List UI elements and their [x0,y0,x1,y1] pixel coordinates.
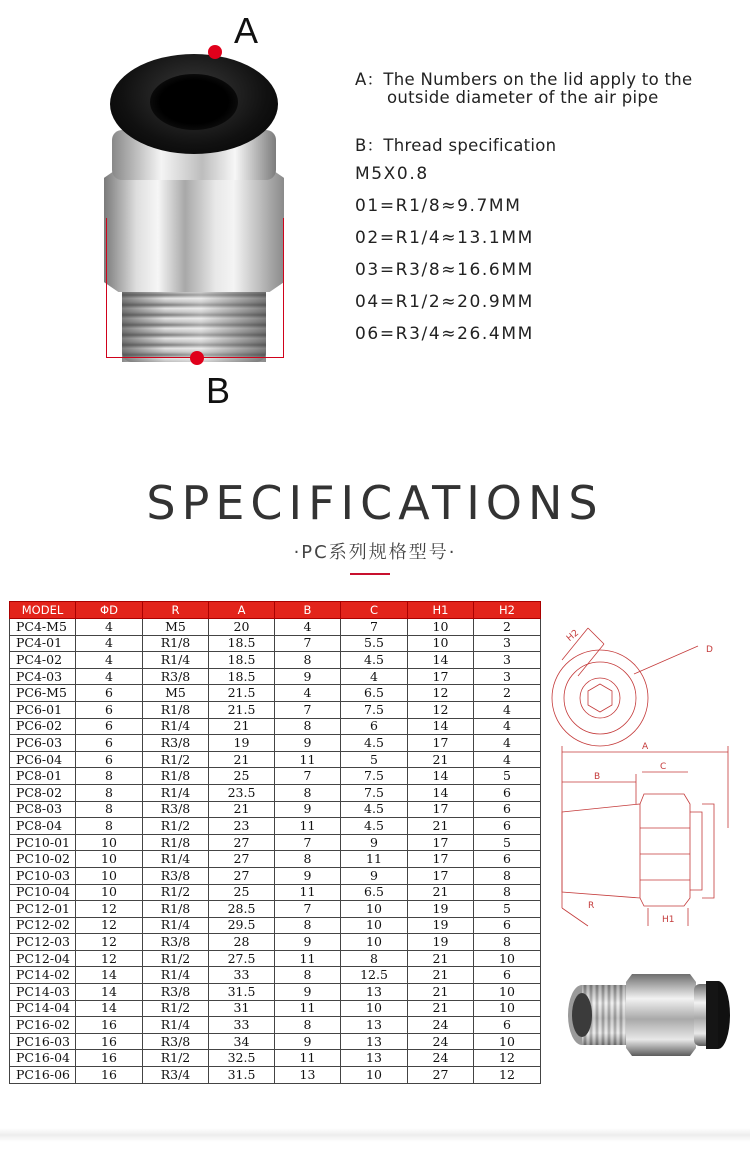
table-row [10,917,541,934]
table-cell: 3 [474,668,541,685]
table-cell: 17 [408,851,474,868]
table-cell: R1/2 [143,950,209,967]
table-cell: 9 [275,984,341,1001]
table-cell: 10 [474,1000,541,1017]
table-cell: 4 [76,635,143,652]
table-cell: 21 [408,1000,474,1017]
table-cell: 11 [275,818,341,835]
model-cell: PC8-01 [10,768,76,785]
table-cell: 27 [209,867,275,884]
desc-line-m5: M5X0.8 [355,164,429,184]
model-cell: PC10-03 [10,867,76,884]
black-lid [110,54,278,154]
model-cell: PC12-02 [10,917,76,934]
table-cell: 11 [275,1050,341,1067]
table-cell: 5.5 [341,635,408,652]
table-cell: 10 [341,1000,408,1017]
table-cell: 20 [209,619,275,636]
table-row [10,950,541,967]
table-row [10,984,541,1001]
table-cell: 18.5 [209,635,275,652]
table-cell: 7 [275,901,341,918]
table-cell: 7.5 [341,768,408,785]
table-cell: M5 [143,619,209,636]
page-title: SPECIFICATIONS [146,476,604,530]
table-cell: 14 [408,652,474,669]
table-row [10,701,541,718]
table-cell: R1/8 [143,901,209,918]
table-cell: 6 [76,751,143,768]
table-cell: R3/8 [143,934,209,951]
table-cell: 4.5 [341,735,408,752]
model-cell: PC10-01 [10,834,76,851]
table-cell: 4 [474,751,541,768]
table-cell: 27 [209,851,275,868]
model-cell: PC14-03 [10,984,76,1001]
table-row [10,784,541,801]
table-row [10,635,541,652]
desc-line-02: 02=R1/4≈13.1MM [355,228,534,248]
table-cell: 14 [76,984,143,1001]
label-d: D [706,645,713,655]
table-cell: 18.5 [209,652,275,669]
label-a: A [642,742,649,752]
table-cell: R1/2 [143,884,209,901]
table-cell: 10 [341,1067,408,1084]
model-cell: PC8-02 [10,784,76,801]
table-cell: 6 [76,701,143,718]
dimension-line-left [106,218,107,358]
table-cell: 21.5 [209,685,275,702]
table-cell: 12 [408,701,474,718]
hex-body [104,168,284,292]
table-cell: 33 [209,967,275,984]
table-cell: 8 [275,917,341,934]
label-b: B [594,772,601,782]
table-cell: 7.5 [341,784,408,801]
model-cell: PC12-03 [10,934,76,951]
table-cell: 9 [341,834,408,851]
model-cell: PC16-02 [10,1017,76,1034]
table-cell: 8 [275,718,341,735]
table-cell: 4.5 [341,801,408,818]
model-cell: PC8-03 [10,801,76,818]
table-row [10,867,541,884]
label-c: C [660,762,667,772]
table-cell: 8 [275,784,341,801]
table-cell: 5 [474,834,541,851]
table-row [10,834,541,851]
table-header-cell: R [143,602,209,619]
table-cell: 28 [209,934,275,951]
table-row [10,1067,541,1084]
table-header-cell: A [209,602,275,619]
table-cell: 16 [76,1050,143,1067]
fitting-illustration [100,40,290,360]
table-cell: R1/2 [143,1050,209,1067]
table-cell: 7 [275,768,341,785]
model-cell: PC6-M5 [10,685,76,702]
table-row [10,735,541,752]
table-cell: 7.5 [341,701,408,718]
table-cell: 3 [474,652,541,669]
table-cell: R1/2 [143,751,209,768]
table-cell: 6 [76,735,143,752]
table-row [10,884,541,901]
table-row [10,652,541,669]
table-cell: 10 [341,901,408,918]
table-cell: 10 [76,867,143,884]
table-cell: 6 [474,1017,541,1034]
table-cell: 32.5 [209,1050,275,1067]
table-cell: 16 [76,1033,143,1050]
desc-line-01: 01=R1/8≈9.7MM [355,196,522,216]
table-cell: 6 [474,784,541,801]
table-cell: 23.5 [209,784,275,801]
table-row [10,801,541,818]
side-view-drawing [562,746,728,926]
bottom-divider-shadow [0,1128,750,1142]
table-cell: 6.5 [341,884,408,901]
table-cell: 14 [408,784,474,801]
model-cell: PC12-01 [10,901,76,918]
model-cell: PC4-03 [10,668,76,685]
product-photo [560,960,740,1070]
table-cell: 6.5 [341,685,408,702]
table-cell: 12 [408,685,474,702]
table-cell: R3/8 [143,1033,209,1050]
table-cell: 8 [474,867,541,884]
table-cell: 21 [209,801,275,818]
table-cell: 10 [408,619,474,636]
marker-dot-b [190,351,204,365]
table-cell: 6 [474,917,541,934]
table-cell: 2 [474,685,541,702]
table-header-cell: MODEL [10,602,76,619]
table-cell: 21 [408,751,474,768]
model-cell: PC6-02 [10,718,76,735]
table-cell: 21.5 [209,701,275,718]
table-cell: 6 [76,685,143,702]
table-row [10,901,541,918]
table-cell: 17 [408,735,474,752]
model-cell: PC6-04 [10,751,76,768]
label-h2: H2 [565,628,582,644]
label-r: R [588,901,595,911]
model-cell: PC14-04 [10,1000,76,1017]
table-cell: 21 [209,718,275,735]
photo-fitting [568,974,730,1056]
table-cell: 13 [341,984,408,1001]
model-cell: PC4-01 [10,635,76,652]
table-cell: 7 [341,619,408,636]
table-cell: 27 [408,1067,474,1084]
table-cell: 4.5 [341,652,408,669]
model-cell: PC8-04 [10,818,76,835]
table-cell: 8 [76,818,143,835]
table-cell: 8 [76,784,143,801]
table-cell: 13 [275,1067,341,1084]
desc-line-a2: outside diameter of the air pipe [387,88,659,107]
table-cell: 8 [275,1017,341,1034]
dimension-line-right [283,218,284,358]
table-cell: 9 [341,867,408,884]
table-cell: 34 [209,1033,275,1050]
table-cell: R1/4 [143,718,209,735]
table-row [10,851,541,868]
desc-line-06: 06=R3/4≈26.4MM [355,324,534,344]
table-cell: M5 [143,685,209,702]
table-cell: 12 [474,1067,541,1084]
table-row [10,1050,541,1067]
table-cell: 24 [408,1050,474,1067]
table-cell: 4 [275,619,341,636]
table-cell: 4 [474,735,541,752]
table-cell: 14 [76,967,143,984]
table-cell: 18.5 [209,668,275,685]
table-cell: 10 [341,934,408,951]
table-cell: 11 [275,751,341,768]
table-row [10,1000,541,1017]
table-cell: 7 [275,701,341,718]
table-cell: 17 [408,668,474,685]
table-cell: 4.5 [341,818,408,835]
table-cell: 9 [275,867,341,884]
table-cell: 6 [474,818,541,835]
table-row [10,1033,541,1050]
table-cell: R1/2 [143,818,209,835]
table-cell: 4 [76,668,143,685]
table-cell: 13 [341,1017,408,1034]
model-cell: PC4-02 [10,652,76,669]
table-cell: 10 [474,950,541,967]
table-cell: 4 [474,701,541,718]
model-cell: PC6-01 [10,701,76,718]
table-cell: 23 [209,818,275,835]
table-cell: 10 [474,984,541,1001]
table-cell: 12 [474,1050,541,1067]
desc-line-b: B：Thread specification [355,136,557,155]
table-cell: 2 [474,619,541,636]
table-cell: 6 [341,718,408,735]
table-row [10,768,541,785]
table-cell: 8 [275,652,341,669]
table-cell: R1/8 [143,635,209,652]
table-cell: 14 [408,718,474,735]
table-cell: 25 [209,768,275,785]
table-cell: 11 [275,950,341,967]
table-cell: 3 [474,635,541,652]
marker-dot-a [208,45,222,59]
table-cell: 11 [341,851,408,868]
table-cell: 4 [341,668,408,685]
table-cell: 8 [76,768,143,785]
table-cell: 14 [408,768,474,785]
table-cell: 21 [408,818,474,835]
table-cell: 7 [275,635,341,652]
table-cell: 12 [76,901,143,918]
model-cell: PC16-06 [10,1067,76,1084]
table-cell: 17 [408,801,474,818]
table-header-cell: H1 [408,602,474,619]
table-row [10,934,541,951]
table-cell: 8 [474,934,541,951]
table-cell: 21 [408,984,474,1001]
model-cell: PC12-04 [10,950,76,967]
table-cell: 6 [474,801,541,818]
table-cell: 8 [275,967,341,984]
table-cell: 16 [76,1017,143,1034]
table-cell: 11 [275,1000,341,1017]
table-row [10,818,541,835]
table-cell: 31.5 [209,984,275,1001]
table-cell: 19 [209,735,275,752]
model-cell: PC4-M5 [10,619,76,636]
table-header-cell: C [341,602,408,619]
table-cell: 31.5 [209,1067,275,1084]
table-cell: 24 [408,1033,474,1050]
table-cell: 5 [341,751,408,768]
table-cell: 12 [76,950,143,967]
table-cell: R3/8 [143,735,209,752]
table-row [10,718,541,735]
table-cell: 4 [76,652,143,669]
table-cell: 9 [275,668,341,685]
label-h1: H1 [662,915,675,925]
model-cell: PC14-02 [10,967,76,984]
table-cell: R1/4 [143,784,209,801]
table-cell: 6 [474,851,541,868]
table-cell: 21 [408,884,474,901]
table-cell: 21 [209,751,275,768]
table-cell: 13 [341,1050,408,1067]
table-cell: 14 [76,1000,143,1017]
top-view-drawing [552,628,698,746]
table-cell: 31 [209,1000,275,1017]
table-row [10,668,541,685]
table-cell: 10 [474,1033,541,1050]
desc-line-03: 03=R3/8≈16.6MM [355,260,534,280]
table-header-cell: B [275,602,341,619]
table-row [10,1017,541,1034]
table-cell: R3/8 [143,867,209,884]
model-cell: PC10-04 [10,884,76,901]
table-cell: 12.5 [341,967,408,984]
table-cell: 12 [76,934,143,951]
table-cell: 21 [408,950,474,967]
table-cell: 9 [275,1033,341,1050]
table-cell: 12 [76,917,143,934]
table-header-cell: ΦD [76,602,143,619]
table-cell: 19 [408,934,474,951]
table-cell: 5 [474,768,541,785]
table-cell: R3/8 [143,984,209,1001]
marker-letter-a: A [234,10,259,51]
table-row [10,685,541,702]
table-cell: 17 [408,834,474,851]
table-header-row [10,602,541,619]
table-cell: 4 [275,685,341,702]
table-cell: R3/8 [143,801,209,818]
table-cell: 16 [76,1067,143,1084]
table-cell: R1/8 [143,834,209,851]
table-cell: 28.5 [209,901,275,918]
table-cell: 25 [209,884,275,901]
table-cell: 21 [408,967,474,984]
model-cell: PC6-03 [10,735,76,752]
table-cell: R1/4 [143,917,209,934]
table-cell: 11 [275,884,341,901]
spec-table [9,601,541,1084]
table-cell: 10 [341,917,408,934]
table-cell: R1/4 [143,967,209,984]
desc-line-04: 04=R1/2≈20.9MM [355,292,534,312]
table-cell: R1/8 [143,768,209,785]
table-cell: 10 [76,851,143,868]
title-underline [350,573,390,575]
table-cell: 29.5 [209,917,275,934]
table-cell: R1/4 [143,851,209,868]
table-cell: 33 [209,1017,275,1034]
table-cell: R1/4 [143,652,209,669]
table-row [10,619,541,636]
table-cell: R1/8 [143,701,209,718]
table-cell: 8 [76,801,143,818]
model-cell: PC10-02 [10,851,76,868]
table-cell: 7 [275,834,341,851]
table-cell: 9 [275,934,341,951]
table-cell: 10 [76,884,143,901]
table-cell: R1/4 [143,1017,209,1034]
table-cell: 13 [341,1033,408,1050]
table-cell: 10 [76,834,143,851]
table-cell: R1/2 [143,1000,209,1017]
table-row [10,967,541,984]
table-cell: 19 [408,917,474,934]
table-header-cell: H2 [474,602,541,619]
table-cell: 8 [275,851,341,868]
table-cell: R3/4 [143,1067,209,1084]
table-cell: 8 [474,884,541,901]
table-row [10,751,541,768]
table-cell: 9 [275,735,341,752]
marker-letter-b: B [206,370,231,411]
desc-line-a1: A：The Numbers on the lid apply to the [355,70,693,89]
table-cell: 6 [474,967,541,984]
table-cell: 9 [275,801,341,818]
page-subtitle: ·PC系列规格型号· [293,542,457,563]
technical-drawing [548,608,743,948]
table-cell: 27 [209,834,275,851]
table-cell: 8 [341,950,408,967]
table-cell: 6 [76,718,143,735]
table-cell: 19 [408,901,474,918]
table-cell: 10 [408,635,474,652]
table-cell: 17 [408,867,474,884]
table-cell: 4 [76,619,143,636]
lid-opening [150,74,238,130]
model-cell: PC16-04 [10,1050,76,1067]
table-cell: R3/8 [143,668,209,685]
table-cell: 24 [408,1017,474,1034]
model-cell: PC16-03 [10,1033,76,1050]
table-cell: 4 [474,718,541,735]
table-cell: 5 [474,901,541,918]
table-cell: 27.5 [209,950,275,967]
